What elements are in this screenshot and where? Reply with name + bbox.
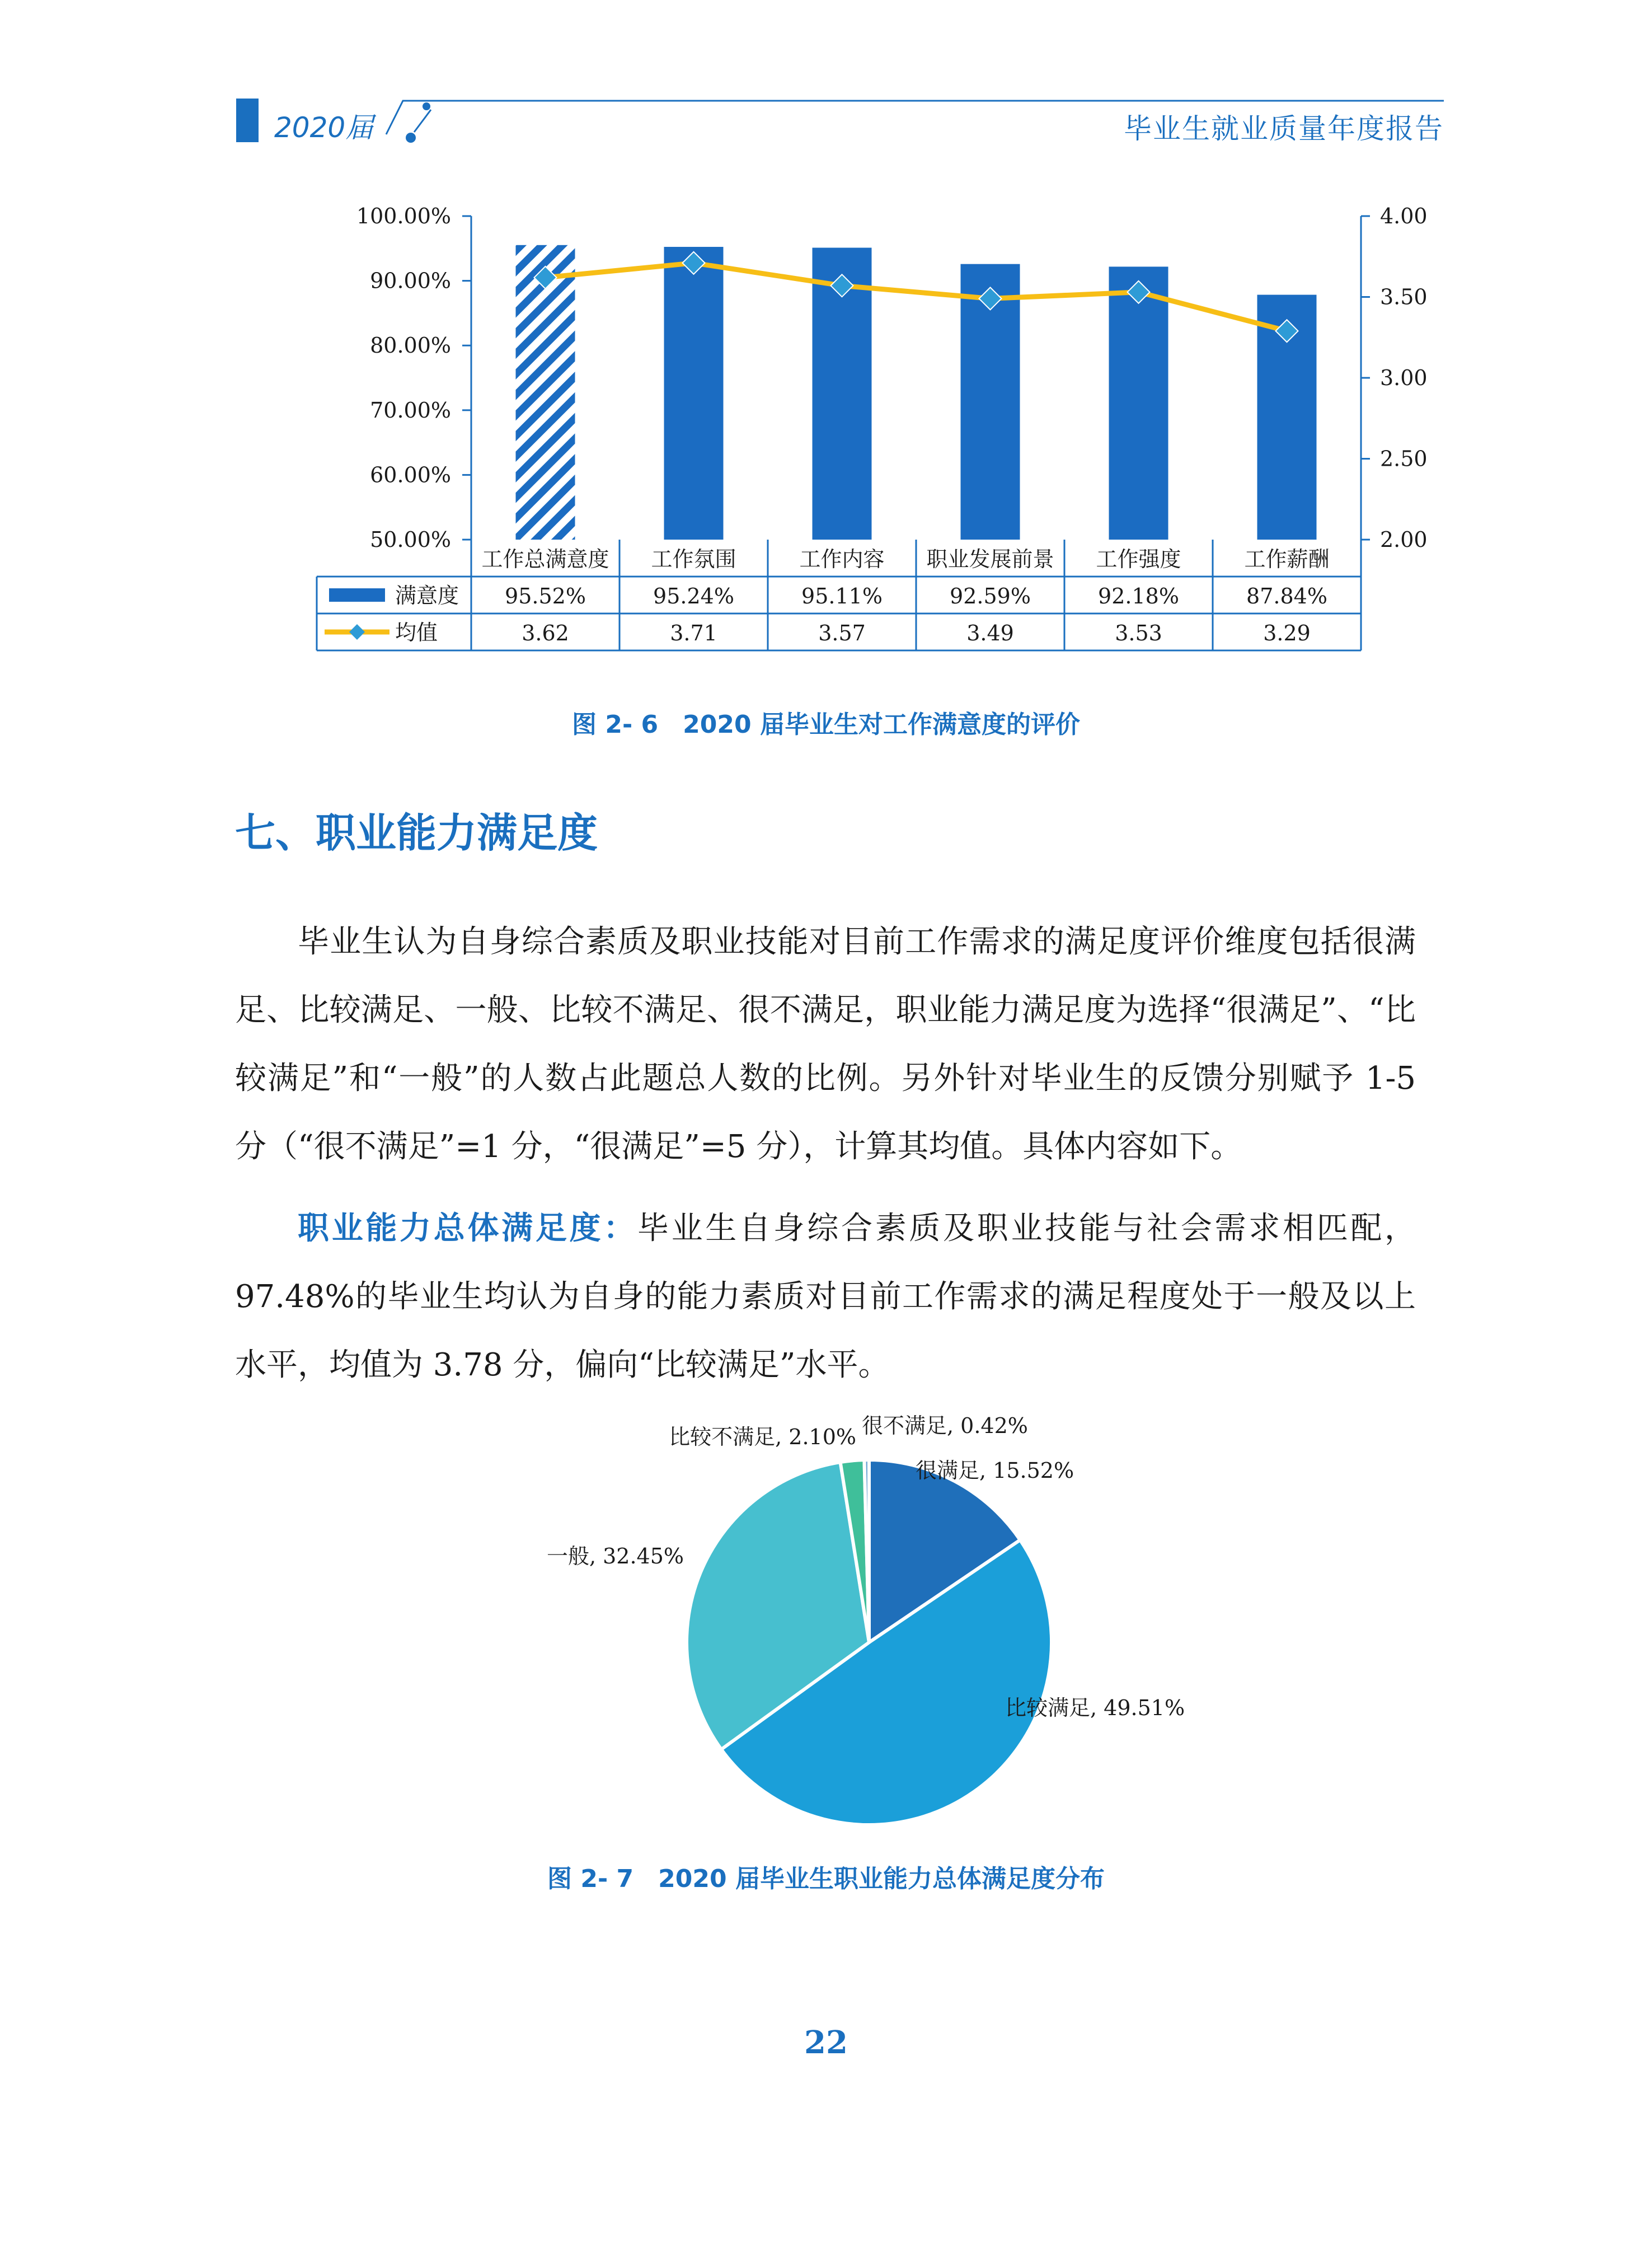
section-title: 七、职业能力满足度 (235, 809, 598, 856)
bar-工作氛围 (664, 247, 724, 540)
legend-bar-key (329, 588, 385, 602)
left-tick-label: 90.00% (370, 268, 451, 293)
satisfaction-combo-chart (317, 204, 1428, 650)
left-tick-label: 70.00% (370, 397, 451, 423)
left-tick-label: 60.00% (370, 462, 451, 488)
category-label: 工作氛围 (651, 547, 736, 572)
table-cell: 3.53 (1115, 621, 1162, 645)
section-paragraph-2 (235, 1195, 1416, 1399)
bar-series (516, 245, 1317, 540)
right-tick-label: 3.00 (1380, 366, 1428, 390)
left-tick-label: 50.00% (370, 527, 451, 552)
pie-label: 很不满足, 0.42% (862, 1413, 1028, 1438)
left-tick-label: 80.00% (370, 333, 451, 358)
table-cell: 95.24% (653, 584, 734, 608)
legend-label: 均值 (395, 620, 438, 645)
category-label: 职业发展前景 (926, 547, 1054, 572)
table-cell: 3.57 (818, 621, 866, 645)
category-label: 工作薪酬 (1244, 547, 1330, 572)
category-label: 工作强度 (1096, 547, 1181, 572)
header-title: 毕业生就业质量年度报告 (1124, 113, 1444, 145)
table-cell: 92.59% (950, 584, 1031, 608)
bar-工作强度 (1109, 266, 1168, 540)
data-table (317, 540, 1361, 650)
pie-label: 比较满足, 49.51% (1005, 1696, 1185, 1720)
table-cell: 95.52% (505, 584, 586, 608)
line-series (534, 252, 1298, 342)
paragraph-body: 毕业生自身综合素质及职业技能与社会需求相匹配，97.48%的毕业生均认为自身的能力素质对目前工作需求的满足程度处于一般及以上水平，均值为 3.78 分，偏向“比较满足”水平。 (235, 1210, 1416, 1383)
paragraph-2-text (235, 1195, 1416, 1399)
pie-label: 很满足, 15.52% (916, 1458, 1074, 1483)
paragraph-lead: 职业能力总体满足度： (298, 1210, 637, 1247)
category-label: 工作总满意度 (481, 547, 609, 572)
header-rule (386, 101, 1444, 143)
ability-pie-chart (547, 1413, 1185, 1825)
table-cell: 92.18% (1098, 584, 1179, 608)
legend-label: 满意度 (395, 583, 459, 608)
paragraph-text: 毕业生认为自身综合素质及职业技能对目前工作需求的满足度评价维度包括很满足、比较满足、一般、比较不满足、很不满足，职业能力满足度为选择“很满足”、“比较满足”和“一般”的人数占此题总人数的比例。另外针对毕业生的反馈分别赋予 1-5 分（“很不满足”=1 分，“很满足”=5 分），计算其均值。具体内容如下。 (235, 924, 1416, 1165)
pie-label: 一般, 32.45% (546, 1544, 684, 1568)
table-cell: 95.11% (801, 584, 883, 608)
category-label: 工作内容 (799, 547, 885, 572)
table-cell: 3.62 (522, 621, 569, 645)
left-tick-label: 100.00% (356, 204, 451, 228)
header-year: 2020届 (274, 111, 374, 144)
right-tick-label: 3.50 (1380, 284, 1428, 310)
right-tick-label: 2.00 (1380, 527, 1428, 552)
legend-marker-key (349, 624, 365, 640)
figure-caption-2-6: 图 2- 6 2020 届毕业生对工作满意度的评价 (572, 710, 1080, 739)
section-paragraph-1 (235, 908, 1416, 1181)
pie-label: 比较不满足, 2.10% (669, 1425, 856, 1449)
right-tick-label: 4.00 (1380, 204, 1428, 228)
figure-caption-2-7: 图 2- 7 2020 届毕业生职业能力总体满足度分布 (547, 1865, 1105, 1893)
table-cell: 3.71 (670, 621, 717, 645)
page-number: 22 (804, 2024, 848, 2061)
table-cell: 3.49 (966, 621, 1014, 645)
table-cell: 3.29 (1263, 621, 1311, 645)
mean-line (546, 263, 1287, 331)
table-cell: 87.84% (1246, 584, 1327, 608)
right-tick-label: 2.50 (1380, 446, 1428, 471)
